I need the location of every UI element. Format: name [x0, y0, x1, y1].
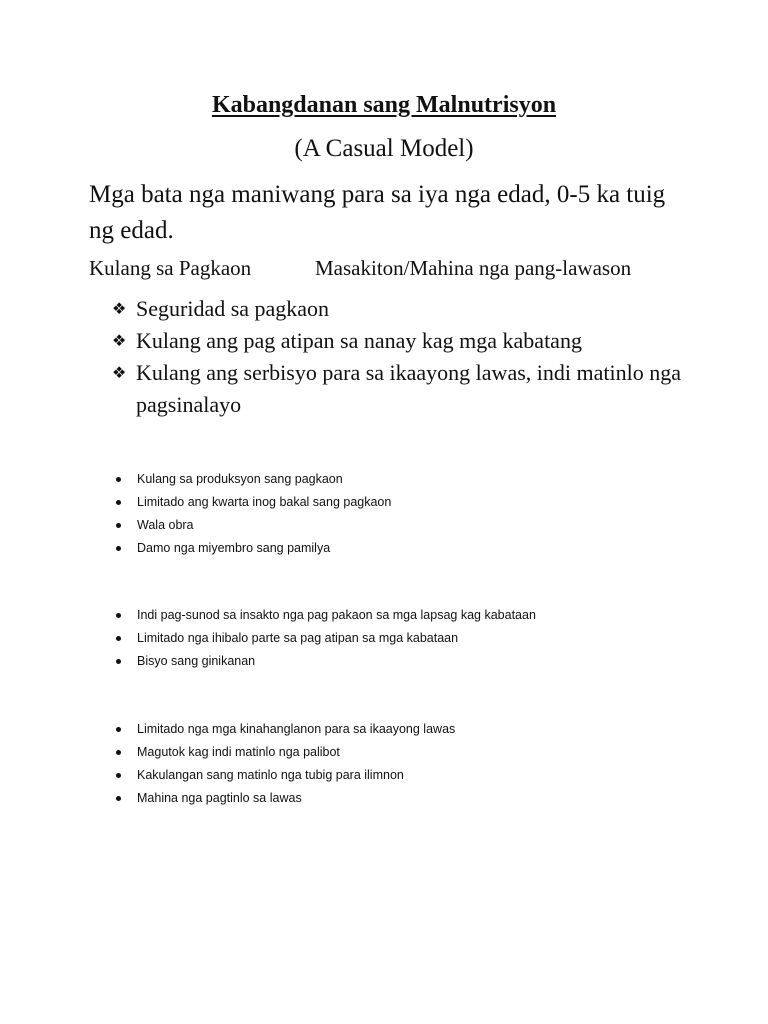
list-item-text: Magutok kag indi matinlo nga palibot: [137, 745, 340, 759]
bullet-dot-icon: [116, 796, 121, 801]
bullet-dot-icon: [116, 727, 121, 732]
list-item-text: Limitado nga mga kinahanglanon para sa ikaayong lawas: [137, 722, 456, 736]
list-item-text: Indi pag-sunod sa insakto nga pag pakaon sa mga lapsag kag kabataan: [137, 608, 536, 622]
list-item: [116, 604, 536, 627]
bullet-dot-icon: [116, 773, 121, 778]
four-diamond-icon: ❖: [112, 299, 127, 318]
diamond-item-text: Kulang ang pag atipan sa nanay kag mga kabatang: [136, 328, 582, 353]
title-text: Kabangdanan sang Malnutrisyon: [211, 92, 557, 118]
diamond-list-item: [112, 357, 712, 421]
list-item: [116, 491, 391, 514]
list-item-text: Wala obra: [137, 518, 194, 532]
list-item: [116, 514, 391, 537]
heading-masakiton: Masakiton/Mahina nga pang-lawason: [315, 256, 632, 280]
list-item: [116, 627, 536, 650]
bullet-dot-icon: [116, 546, 121, 551]
list-item: [116, 741, 455, 764]
page-subtitle: (A Casual Model): [294, 135, 474, 162]
list-item: [116, 537, 391, 560]
list-item: [116, 787, 455, 810]
list-item-text: Kakulangan sang matinlo nga tubig para ilimnon: [137, 768, 404, 782]
diamond-list: [112, 293, 712, 421]
bullet-dot-icon: [116, 659, 121, 664]
bullet-dot-icon: [116, 477, 121, 482]
list-item-text: Limitado ang kwarta inog bakal sang pagkaon: [137, 495, 392, 509]
bullet-list-care-practices: [116, 604, 536, 673]
page-title: [0, 92, 768, 119]
bullet-dot-icon: [116, 613, 121, 618]
diamond-item-text: Kulang ang serbisyo para sa ikaayong lawas, indi matinlo nga pagsinalayo: [136, 360, 681, 417]
list-item: [116, 650, 536, 673]
list-item-text: Bisyo sang ginikanan: [137, 654, 256, 668]
diamond-item-text: Seguridad sa pagkaon: [136, 296, 330, 321]
list-item-text: Mahina nga pagtinlo sa lawas: [137, 791, 302, 805]
list-item-text: Limitado nga ihibalo parte sa pag atipan sa mga kabataan: [137, 631, 459, 645]
bullet-dot-icon: [116, 636, 121, 641]
intro-paragraph: Mga bata nga maniwang para sa iya nga edad, 0-5 ka tuig ng edad.: [89, 181, 666, 244]
four-diamond-icon: ❖: [112, 331, 127, 350]
list-item-text: Kulang sa produksyon sang pagkaon: [137, 472, 343, 486]
bullet-dot-icon: [116, 750, 121, 755]
bullet-dot-icon: [116, 523, 121, 528]
diamond-list-item: [112, 325, 712, 357]
bullet-list-food-access: [116, 468, 391, 560]
four-diamond-icon: ❖: [112, 363, 127, 382]
column-headings: [89, 256, 632, 281]
list-item: [116, 764, 455, 787]
list-item-text: Damo nga miyembro sang pamilya: [137, 541, 331, 555]
diamond-list-item: [112, 293, 712, 325]
list-item: [116, 718, 455, 741]
list-item: [116, 468, 391, 491]
bullet-list-health-environment: [116, 718, 455, 810]
heading-kulang-sa-pagkaon: Kulang sa Pagkaon: [89, 256, 252, 280]
bullet-dot-icon: [116, 500, 121, 505]
